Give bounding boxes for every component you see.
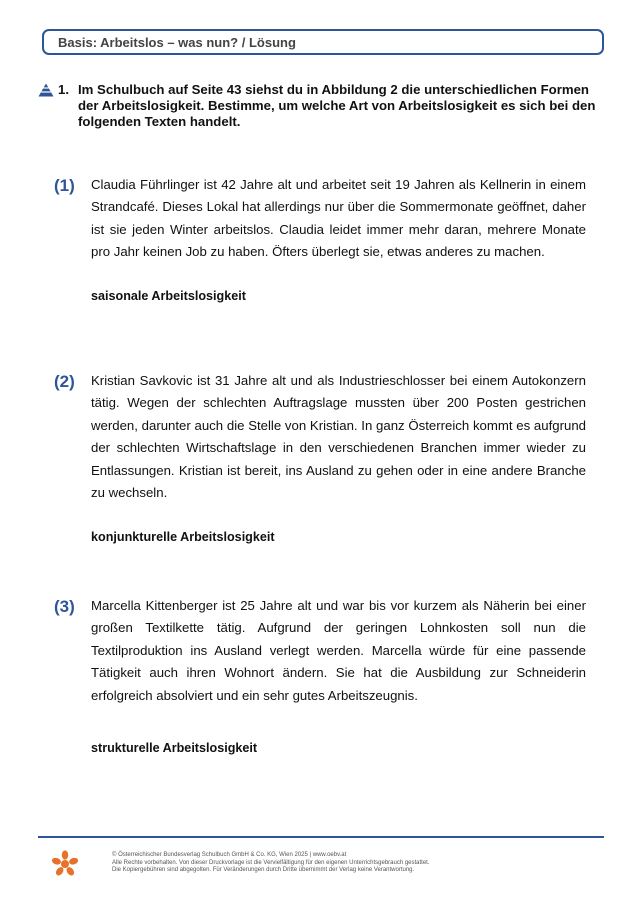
case-number: (3): [54, 597, 75, 616]
case-answer: konjunkturelle Arbeitslosigkeit: [91, 530, 275, 544]
footer-line-2: Alle Rechte vorbehalten. Von dieser Druckvorlage ist die Vervielfältigung für den eigenen Unterrichtsgebrauch gestattet.: [112, 859, 430, 866]
case-number: (2): [54, 372, 75, 391]
task-instruction: [38, 82, 598, 130]
case-text: Marcella Kittenberger ist 25 Jahre alt und war bis vor kurzem als Näherin bei einer großen Textilkette tätig. Aufgrund der geringen Lohnkosten soll nun die Textilproduktion ins Ausland verlegt werden. Marcella würde für eine passende Tätigkeit auch ihren Wohnort ändern. Sie hat die Ausbildung zur Schneiderin erfolgreich absolviert und ein sehr gutes Arbeitszeugnis.: [91, 598, 586, 703]
case-text: Kristian Savkovic ist 31 Jahre alt und als Industrieschlosser bei einem Autokonzern tätig. Wegen der schlechten Auftragslage mussten über 200 Posten gestrichen werden, darunter auch die Stelle von Kristian. In ganz Österreich kommt es aufgrund der schlechten Wirtschaftslage in den verschiedenen Branchen immer wieder zu Entlassungen. Kristian ist bereit, ins Ausland zu gehen oder in eine andere Branche zu wechseln.: [91, 373, 586, 501]
case-text: Claudia Führlinger ist 42 Jahre alt und arbeitet seit 19 Jahren als Kellnerin in einem Strandcafé. Dieses Lokal hat allerdings nur über die Sommermonate geöffnet, daher ist sie jeden Winter arbeitslos. Claudia leidet immer mehr daran, mehrere Monate pro Jahr keinen Job zu haben. Öfters überlegt sie, etwas anderes zu machen.: [91, 177, 586, 260]
case-answer: saisonale Arbeitslosigkeit: [91, 289, 246, 303]
footer-line-1: © Österreichischer Bundesverlag Schulbuch GmbH & Co. KG, Wien 2025 | www.oebv.at: [112, 852, 347, 858]
worksheet-header: [42, 29, 604, 55]
case-answer: strukturelle Arbeitslosigkeit: [91, 741, 258, 755]
triangle-level-icon: [38, 83, 54, 97]
footer-divider: [38, 836, 604, 838]
footer-line-3: Die Kopiergebühren sind abgegolten. Für Veränderungen durch Dritte übernimmt der Verlag keine Verantwortung.: [112, 867, 415, 874]
task-number: 1.: [58, 82, 69, 97]
case-number: (1): [54, 176, 75, 195]
footer-copyright: [112, 852, 430, 875]
worksheet-title: Basis: Arbeitslos – was nun? / Lösung: [58, 34, 296, 50]
oebv-logo-icon: [52, 850, 78, 878]
task-text: Im Schulbuch auf Seite 43 siehst du in Abbildung 2 die unterschiedlichen Formen der Arbeitslosigkeit. Bestimme, um welche Art von Arbeitslosigkeit es sich bei den folgenden Texten handelt.: [78, 82, 596, 129]
